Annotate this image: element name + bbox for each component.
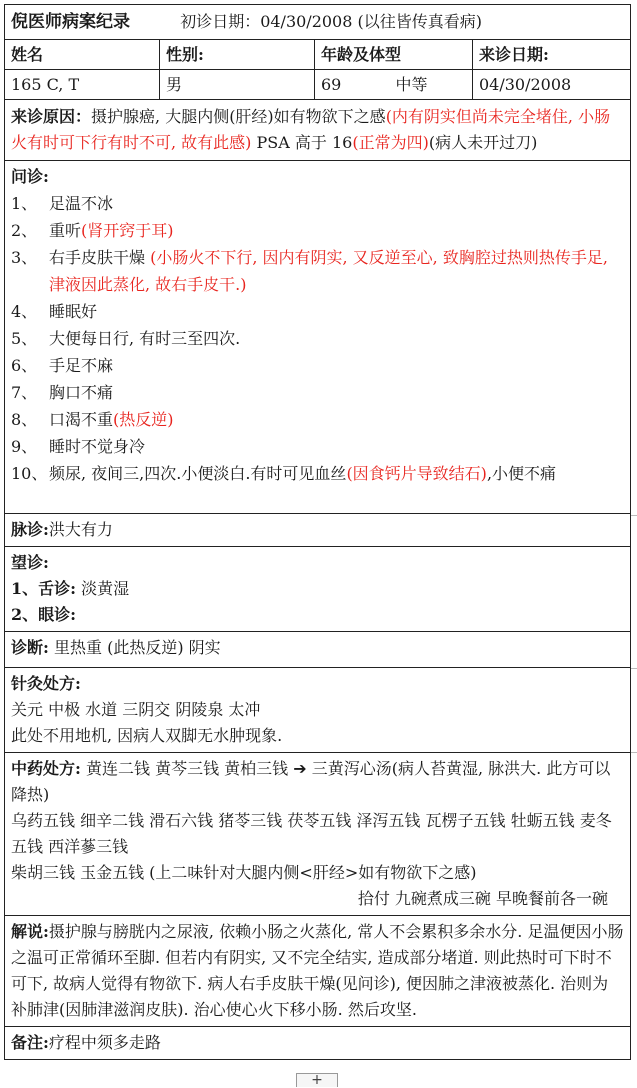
pulse-text: 洪大有力: [48, 520, 113, 539]
list-item: 9、 睡时不觉身冷: [11, 437, 146, 456]
inquiry-label: 问诊:: [11, 167, 49, 186]
age-body-value: [315, 70, 473, 99]
tongue-label: 1、舌诊:: [11, 579, 77, 598]
reason-text: 摄护腺癌, 大腿内侧(肝经)如有物欲下之感: [91, 107, 386, 126]
scroll-tick: [631, 752, 637, 753]
pulse-section: [4, 513, 631, 546]
explanation-section: [4, 915, 631, 1026]
psa-annotation: (正常为四): [352, 133, 429, 152]
scroll-tick: [631, 668, 637, 669]
herbal-line-1: 黄连二钱 黄芩三钱 黄柏三钱 ➔ 三黄泻心汤(病人苔黄湿, 脉洪大. 此方可以降热): [11, 759, 611, 804]
explanation-label: 解说:: [11, 922, 49, 941]
herbal-dosage: 拾付 九碗煮成三碗 早晚餐前各一碗: [357, 889, 608, 908]
acupuncture-label: 针灸处方:: [11, 674, 81, 693]
diagnosis-label: 诊断:: [11, 638, 49, 657]
name-value: 165 C, T: [5, 70, 160, 99]
name-header: 姓名: [5, 40, 160, 69]
list-item: 6、 手足不麻: [11, 356, 114, 375]
list-item: 7、 胸口不痛: [11, 383, 114, 402]
list-item: 4、 睡眠好: [11, 302, 98, 321]
remark-section: [4, 1026, 631, 1060]
herbal-label: 中药处方:: [11, 759, 81, 778]
pulse-label: 脉诊:: [11, 520, 49, 539]
visit-date-header: 来诊日期:: [479, 45, 549, 64]
acupuncture-points: 关元 中极 水道 三阴交 阴陵泉 太冲: [11, 700, 261, 719]
list-item: 5、 大便每日行, 有时三至四次.: [11, 329, 241, 348]
list-item: 8、 口渴不重(热反逆): [11, 410, 174, 429]
tongue-text: 淡黄湿: [81, 579, 130, 598]
surgery-note: (病人未开过刀): [428, 133, 538, 152]
observe-label: 望诊:: [11, 553, 49, 572]
diagnosis-text: 里热重 (此热反逆) 阴实: [48, 638, 221, 657]
psa-text: PSA 高于 16: [251, 133, 353, 152]
reason-annotation: (内有阴实但尚未完全堵住, 小肠火有时可下行有时不可, 故有此感): [11, 107, 611, 152]
herbal-line-3: 柴胡三钱 玉金五钱 (上二味针对大腿内侧<肝经>如有物欲下之感): [11, 863, 477, 882]
first-visit-date: 初诊日期：04/30/2008 (以往皆传真看病): [180, 12, 482, 31]
diagnosis-section: [4, 631, 631, 667]
herbal-section: [4, 752, 631, 915]
remark-label: 备注:: [11, 1033, 49, 1052]
inquiry-section: [4, 160, 631, 513]
info-value-row: [4, 69, 631, 99]
eye-label: 2、眼诊:: [11, 605, 77, 624]
inquiry-list: [11, 190, 624, 487]
acupuncture-note: 此处不用地机, 因病人双脚无水肿现象.: [11, 726, 283, 745]
body-type-value: 中等: [395, 75, 428, 94]
scroll-tick: [631, 515, 637, 516]
list-item: 10、 频尿, 夜间三,四次.小便淡白.有时可见血丝(因食钙片导致结石),小便不痛: [11, 464, 557, 483]
gender-header: 性别:: [160, 40, 315, 69]
list-item: 1、 足温不冰: [11, 194, 114, 213]
reason-label: 来诊原因：: [11, 107, 92, 126]
add-page-button[interactable]: +: [296, 1073, 338, 1087]
case-record-document: [4, 4, 631, 1060]
header-row: [4, 4, 631, 39]
visit-date-value: 04/30/2008: [479, 75, 572, 94]
gender-value: 男: [160, 70, 315, 99]
explanation-text: 摄护腺与膀胱内之尿液, 依赖小肠之火蒸化, 常人不会累积多余水分. 足温便因小肠之温可正常循环至脚. 但若内有阴实, 又不完全结实, 造成部分堵道. 则此热时可下时不可下, 故病人觉得有物欲下. 病人右手皮肤干燥(见问诊), 便因肺之津液被蒸化. 治则为补肺津(因肺津滋润皮肤). 治心使心火下移小肠. 然后攻坚.: [11, 922, 624, 1019]
age-body-header: 年龄及体型: [315, 40, 473, 69]
herbal-line-2: 乌药五钱 细辛二钱 滑石六钱 猪苓三钱 茯苓五钱 泽泻五钱 瓦楞子五钱 牡蛎五钱 麦冬五钱 西洋蔘三钱: [11, 811, 612, 856]
reason-section: [4, 99, 631, 160]
remark-text: 疗程中须多走路: [48, 1033, 161, 1052]
observe-section: [4, 546, 631, 631]
list-item: 2、 重听(肾开窍于耳): [11, 221, 174, 240]
age-value: 69: [321, 75, 342, 94]
acupuncture-section: [4, 667, 631, 752]
list-item: 3、 右手皮肤干燥 (小肠火不下行, 因内有阴实, 又反逆至心, 致胸腔过热则热传手足, 津液因此蒸化, 故右手皮干.): [11, 248, 608, 294]
info-header-row: [4, 39, 631, 69]
record-title: 倪医师病案纪录: [11, 12, 130, 32]
